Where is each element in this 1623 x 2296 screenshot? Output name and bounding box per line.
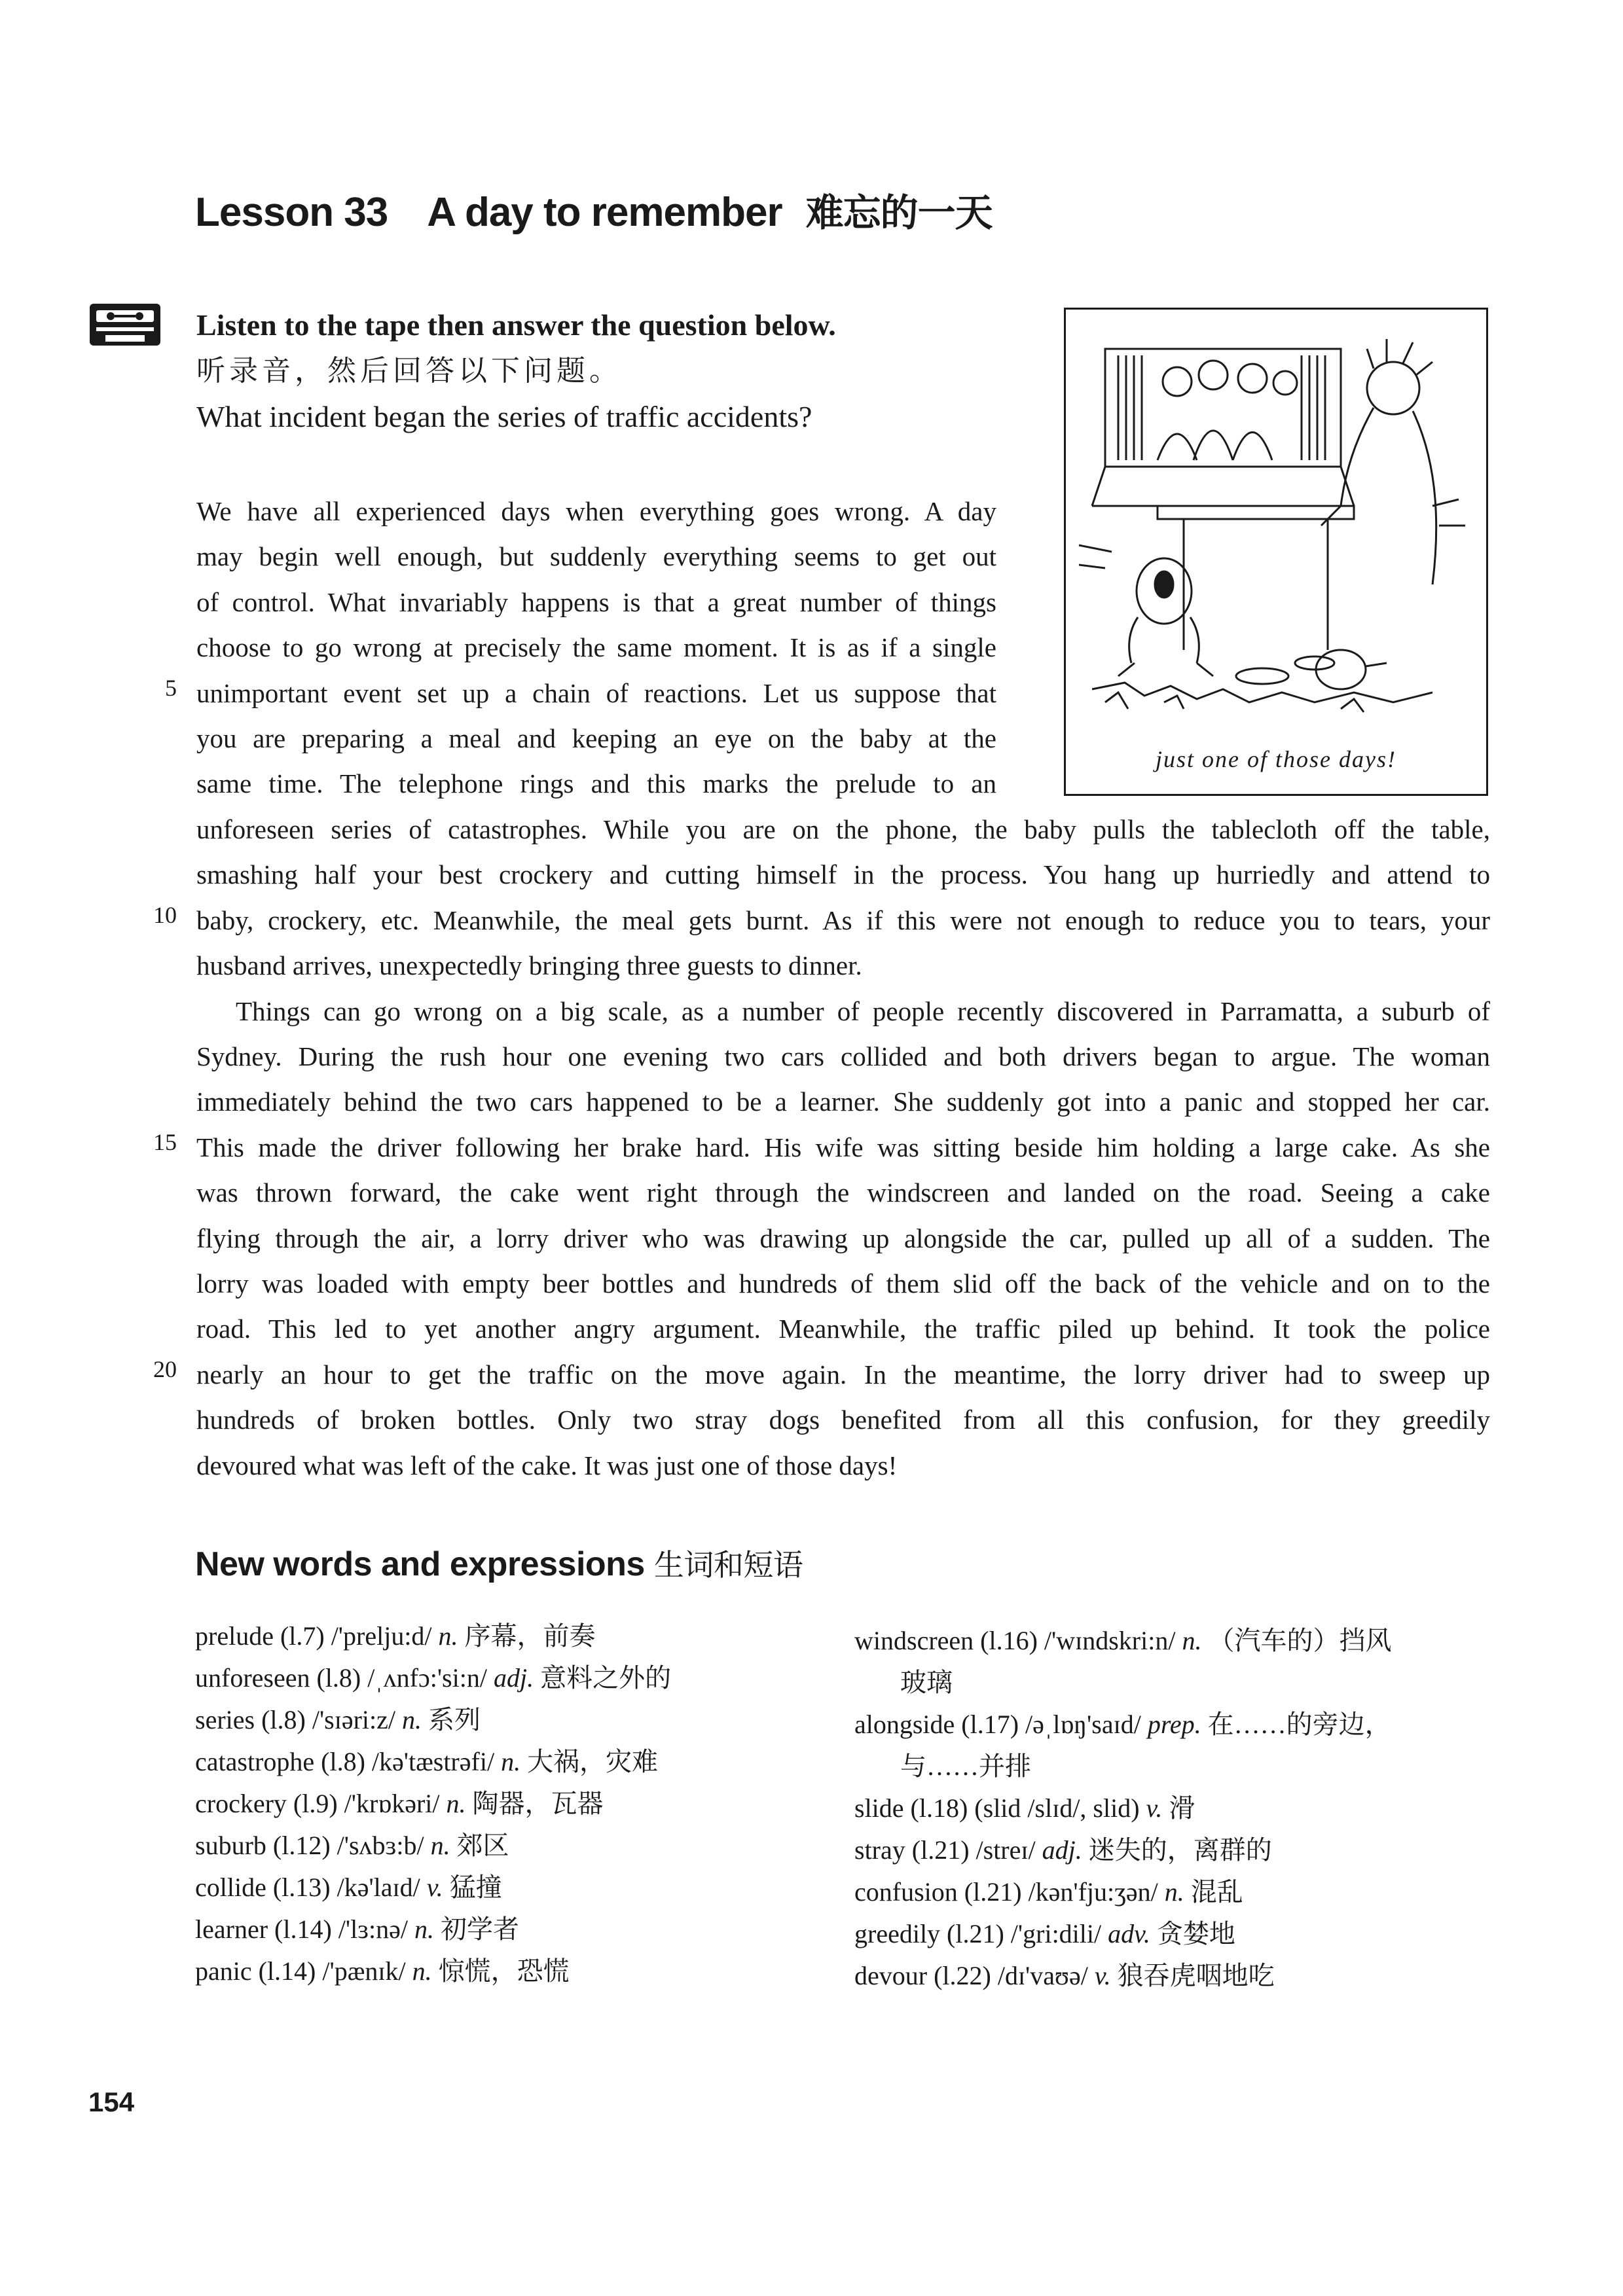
vocab-entry: catastrophe (l.8) /kə'tæstrəfi/ n. 大祸，灾难 xyxy=(195,1747,659,1776)
vocabulary-right-column xyxy=(854,1620,1391,1997)
page-number: 154 xyxy=(88,2087,135,2117)
vocabulary-heading xyxy=(195,1541,803,1585)
vocabulary-heading-en: New words and expressions xyxy=(195,1545,645,1583)
line-number: 10 xyxy=(153,902,177,928)
vocab-entry-continuation: 玻璃 xyxy=(900,1668,953,1697)
vocab-entry: collide (l.13) /kə'laɪd/ v. 猛撞 xyxy=(195,1873,502,1902)
passage-line: you are preparing a meal and keeping an eye on the baby at the xyxy=(196,723,996,754)
passage-line: smashing half your best crockery and cutting himself in the process. You hang up hurriedly and attend to xyxy=(196,859,1490,890)
vocabulary-left-column xyxy=(195,1615,671,1992)
passage-line: of control. What invariably happens is that a great number of things xyxy=(196,586,996,617)
lesson-name: A day to remember xyxy=(427,190,782,235)
passage-line: unimportant event set up a chain of reactions. Let us suppose that xyxy=(196,677,996,708)
passage-line: unforeseen series of catastrophes. While you are on the phone, the baby pulls the tablecloth off the table, xyxy=(196,814,1490,844)
passage-narrow xyxy=(196,489,996,807)
illustration-caption: just one of those days! xyxy=(1156,746,1396,772)
lesson-number: Lesson 33 xyxy=(195,190,388,235)
line-number: 5 xyxy=(165,675,177,701)
passage-line: This made the driver following her brake hard. His wife was sitting beside him holding a large cake. As she xyxy=(196,1132,1490,1162)
vocab-entry: panic (l.14) /'pænɪk/ n. 惊慌，恐慌 xyxy=(195,1956,570,1986)
vocab-entry: devour (l.22) /dɪ'vaʊə/ v. 狼吞虎咽地吃 xyxy=(854,1961,1275,1990)
illustration xyxy=(1064,308,1488,796)
vocab-entry: greedily (l.21) /'gri:dili/ adv. 贪婪地 xyxy=(854,1919,1235,1948)
cassette-tape-icon xyxy=(88,302,162,347)
instruction-question: What incident began the series of traffic accidents? xyxy=(196,400,812,433)
passage-line: may begin well enough, but suddenly everything seems to get out xyxy=(196,541,996,572)
instruction-line-2: 听录音，然后回答以下问题。 xyxy=(196,355,622,387)
instruction-line-1: Listen to the tape then answer the question below. xyxy=(196,308,836,342)
line-number: 15 xyxy=(153,1129,177,1155)
line-number: 20 xyxy=(153,1356,177,1382)
passage-line: immediately behind the two cars happened to be a learner. She suddenly got into a panic and stopped her car. xyxy=(196,1086,1490,1117)
vocabulary-heading-zh: 生词和短语 xyxy=(653,1548,803,1582)
vocab-entry: suburb (l.12) /'sʌbɜ:b/ n. 郊区 xyxy=(195,1831,509,1860)
passage-line: same time. The telephone rings and this marks the prelude to an xyxy=(196,768,996,799)
vocab-entry: unforeseen (l.8) /ˌʌnfɔ:'si:n/ adj. 意料之外的 xyxy=(195,1663,672,1693)
passage-line: Sydney. During the rush hour one evening two cars collided and both drivers began to argue. The woman xyxy=(196,1041,1490,1072)
vocab-entry: alongside (l.17) /əˌlɒŋ'saɪd/ prep. 在……的旁边， xyxy=(854,1710,1391,1739)
passage-line: hundreds of broken bottles. Only two stray dogs benefited from all this confusion, for they greedily xyxy=(196,1405,1490,1435)
vocab-entry: windscreen (l.16) /'wɪndskri:n/ n. （汽车的）挡风 xyxy=(854,1626,1392,1655)
vocab-entry: series (l.8) /'sɪəri:z/ n. 系列 xyxy=(195,1705,481,1734)
passage-line: devoured what was left of the cake. It was just one of those days! xyxy=(196,1450,898,1480)
vocab-entry: slide (l.18) (slid /slɪd/, slid) v. 滑 xyxy=(854,1793,1195,1823)
passage-line: lorry was loaded with empty beer bottles and hundreds of them slid off the back of the vehicle and on to the xyxy=(196,1268,1490,1299)
passage-line: husband arrives, unexpectedly bringing three guests to dinner. xyxy=(196,950,862,981)
passage-line: road. This led to yet another angry argument. Meanwhile, the traffic piled up behind. It took the police xyxy=(196,1314,1490,1344)
vocab-entry: prelude (l.7) /'prelju:d/ n. 序幕，前奏 xyxy=(195,1621,596,1651)
passage-line: nearly an hour to get the traffic on the move again. In the meantime, the lorry driver had to sweep up xyxy=(196,1359,1490,1390)
cartoon-drawing xyxy=(1066,310,1486,794)
vocab-entry: learner (l.14) /'lɜ:nə/ n. 初学者 xyxy=(195,1914,519,1944)
vocab-entry: crockery (l.9) /'krɒkəri/ n. 陶器，瓦器 xyxy=(195,1789,604,1818)
vocab-entry: stray (l.21) /streɪ/ adj. 迷失的，离群的 xyxy=(854,1835,1272,1865)
passage-line: was thrown forward, the cake went right through the windscreen and landed on the road. Seeing a cake xyxy=(196,1177,1490,1208)
passage-wide xyxy=(196,807,1490,1488)
lesson-title xyxy=(195,182,993,237)
lesson-name-zh: 难忘的一天 xyxy=(805,192,993,234)
vocab-entry: confusion (l.21) /kən'fju:ʒən/ n. 混乱 xyxy=(854,1877,1243,1907)
passage-line: choose to go wrong at precisely the same moment. It is as if a single xyxy=(196,632,996,663)
passage-line: baby, crockery, etc. Meanwhile, the meal gets burnt. As if this were not enough to reduce you to tears, your xyxy=(196,905,1490,935)
vocab-entry-continuation: 与……并排 xyxy=(900,1751,1031,1781)
passage-line: flying through the air, a lorry driver who was drawing up alongside the car, pulled up all of a sudden. The xyxy=(196,1223,1490,1253)
listening-instructions xyxy=(196,302,836,440)
passage-line: We have all experienced days when everything goes wrong. A day xyxy=(196,496,996,526)
passage-line: Things can go wrong on a big scale, as a number of people recently discovered in Parramatta, a suburb of xyxy=(236,996,1490,1026)
